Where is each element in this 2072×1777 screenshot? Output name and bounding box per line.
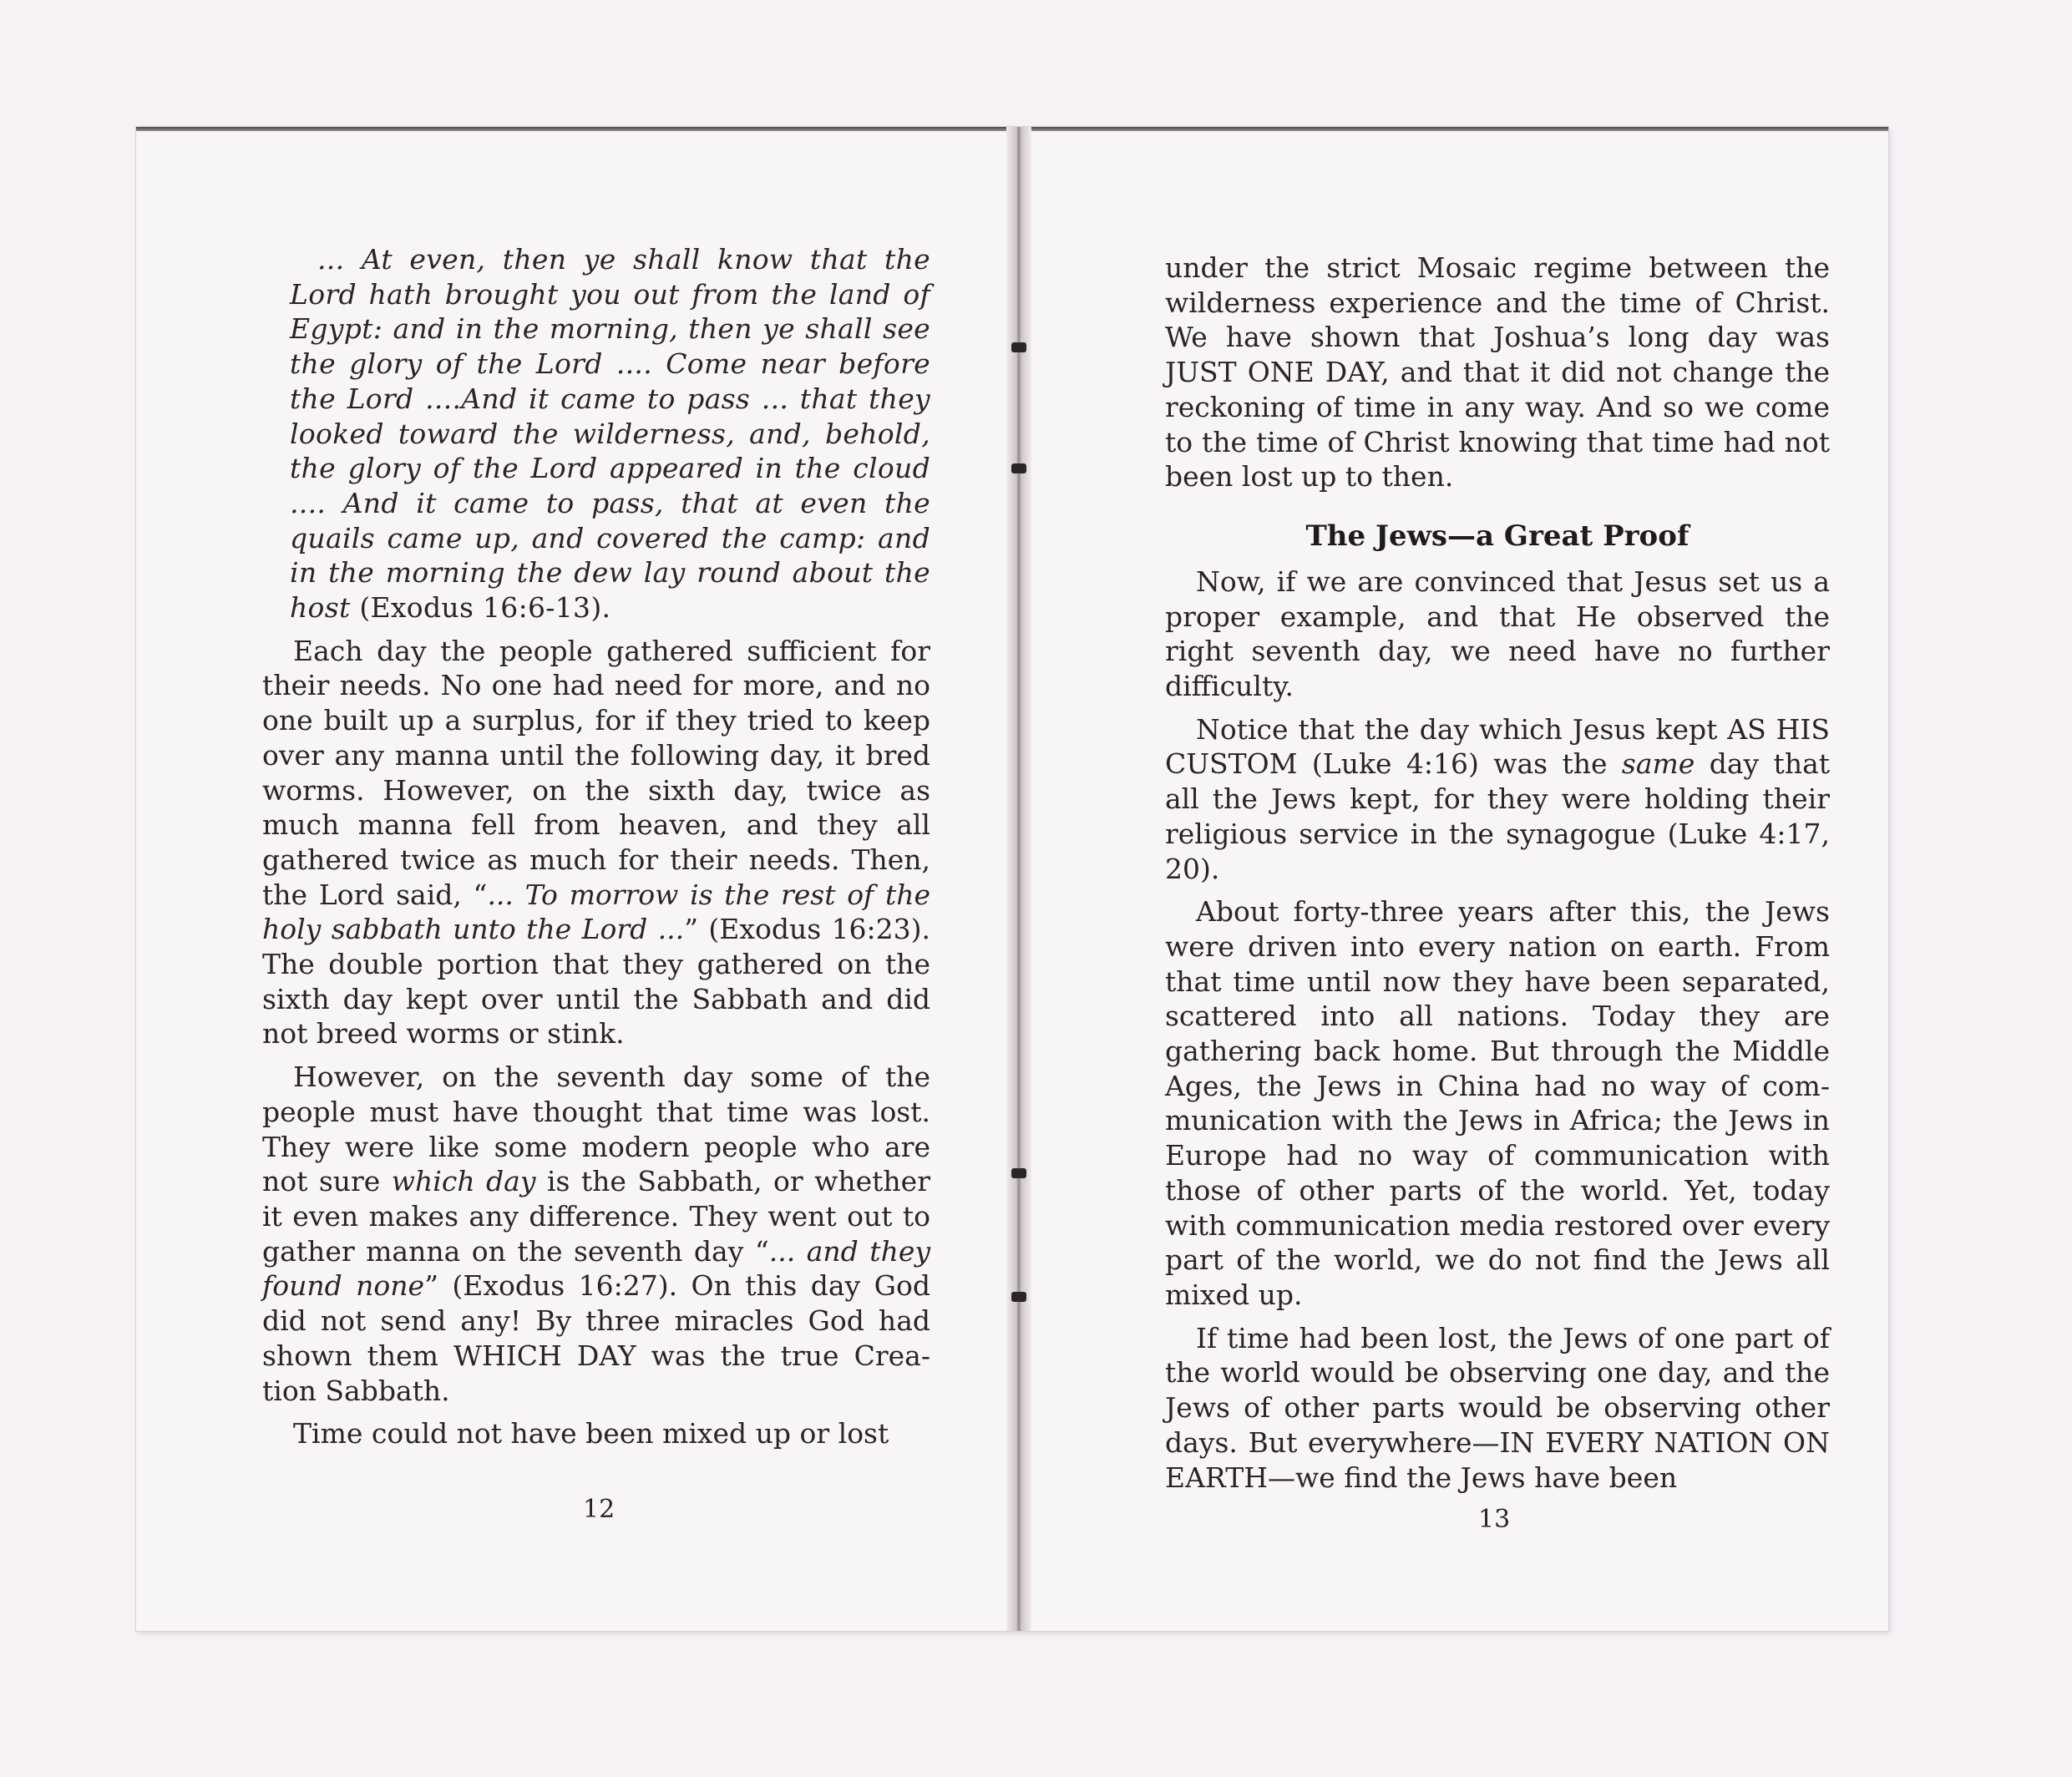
section-heading: The Jews—a Great Proof xyxy=(1305,519,1690,553)
staple-mark xyxy=(1011,1168,1026,1178)
page-number-left: 12 xyxy=(583,1495,616,1524)
left-paragraph-2 xyxy=(262,1060,930,1408)
scripture-quote xyxy=(290,242,930,625)
staple-mark xyxy=(1011,342,1026,352)
staple-mark xyxy=(1011,1292,1026,1302)
left-paragraph-3: Time could not have been mixed up or lost xyxy=(293,1417,889,1450)
left-paragraph-1-text: Each day the people gathered sufficient for their needs. No one had need for more, and no one built up a surplus, for if they tried to keep over any manna until the following day, it bred worms. However, on the sixth day, twice as much manna fell from heaven, and they all gathered twice as much for their needs. Then, the Lord said, “ xyxy=(262,634,930,911)
right-paragraph-4: If time had been lost, the Jews of one part of the world would be observing one day, and the Jews of other parts would be observing other days. But everywhere—IN EVERY NATION ON EARTH—we find the Jews have been xyxy=(1165,1321,1830,1494)
right-paragraph-3: About forty-three years after this, the Jews were driven into every nation on earth. From that time until now they have been separated, scattered into all nations. Today they are gathering back home. But through the Middle Ages, the Jews in China had no way of com-munication with the Jews in Africa; the Jews in Europe had no way of communication with those of other parts of the world. Yet, today with communication media restored over every part of the world, we do not find the Jews all mixed up. xyxy=(1165,895,1830,1311)
scripture-quote-reference: (Exodus 16:6-13). xyxy=(359,591,611,625)
staple-mark xyxy=(1011,463,1026,473)
left-paragraph-1-end: ” (Exodus 16:23). The double portion that they gathered on the sixth day kept over until the Sabbath and did not breed worms or stink. xyxy=(262,913,930,1051)
left-page xyxy=(136,127,1006,1631)
left-paragraph-2-quote: ... and they found none xyxy=(262,1234,930,1303)
right-paragraph-2 xyxy=(1165,712,1830,887)
right-paragraph-2-text-a: Notice that the day which Jesus kept AS HIS CUSTOM (Luke 4:16) was the xyxy=(1165,712,1830,781)
left-paragraph-2-emphasis: which day xyxy=(391,1165,536,1198)
right-page-text xyxy=(1165,251,1830,1503)
right-page xyxy=(1031,127,1888,1631)
right-paragraph-2-emphasis: same xyxy=(1621,747,1695,781)
left-paragraph-1 xyxy=(262,634,930,1051)
page-number-right: 13 xyxy=(1478,1505,1511,1534)
right-paragraph-0: under the strict Mosaic regime between the wilderness experience and the time of Christ. We have shown that Joshua’s long day was JUST ONE DAY, and that it did not change the reckoning of time in any way. And so we come to the time of Christ knowing that time had not been lost up to then. xyxy=(1165,251,1830,494)
left-paragraph-2-text-a: However, on the seventh day some of the people must have thought that time was lost. They were like some modern people who are not sure xyxy=(262,1061,930,1198)
left-paragraph-2-text-b: is the Sabbath, or whether it even makes any difference. They went out to gather manna on the seventh day “ xyxy=(262,1165,930,1268)
left-paragraph-2-text-c: ” (Exodus 16:27). On this day God did not send any! By three miracles God had shown them WHICH DAY was the true Crea-tion Sabbath. xyxy=(262,1269,931,1407)
booklet-spine xyxy=(1006,127,1031,1631)
left-paragraph-1-quote: ... To morrow is the rest of the holy sabbath unto the Lord ... xyxy=(262,878,931,946)
right-paragraph-1: Now, if we are convinced that Jesus set us a proper example, and that He observed the right seventh day, we need have no further difficulty. xyxy=(1165,564,1830,703)
right-paragraph-2-text-b: day that all the Jews kept, for they were holding their religious service in the synagogue (Luke 4:17, 20). xyxy=(1165,747,1831,885)
scripture-quote-text: ... At even, then ye shall know that the Lord hath brought you out from the land of Egypt: and in the morning, then ye shall see the glory of the Lord .... Come near before the Lord ....And it came to pass ... that they looked toward the wilderness, and, behold, the glory of the Lord appeared in the cloud .... And it came to pass, that at even the quails came up, and covered the camp: and in the morning the dew lay round about the host xyxy=(290,243,930,625)
left-page-text xyxy=(262,242,930,1460)
open-booklet xyxy=(136,127,1888,1631)
